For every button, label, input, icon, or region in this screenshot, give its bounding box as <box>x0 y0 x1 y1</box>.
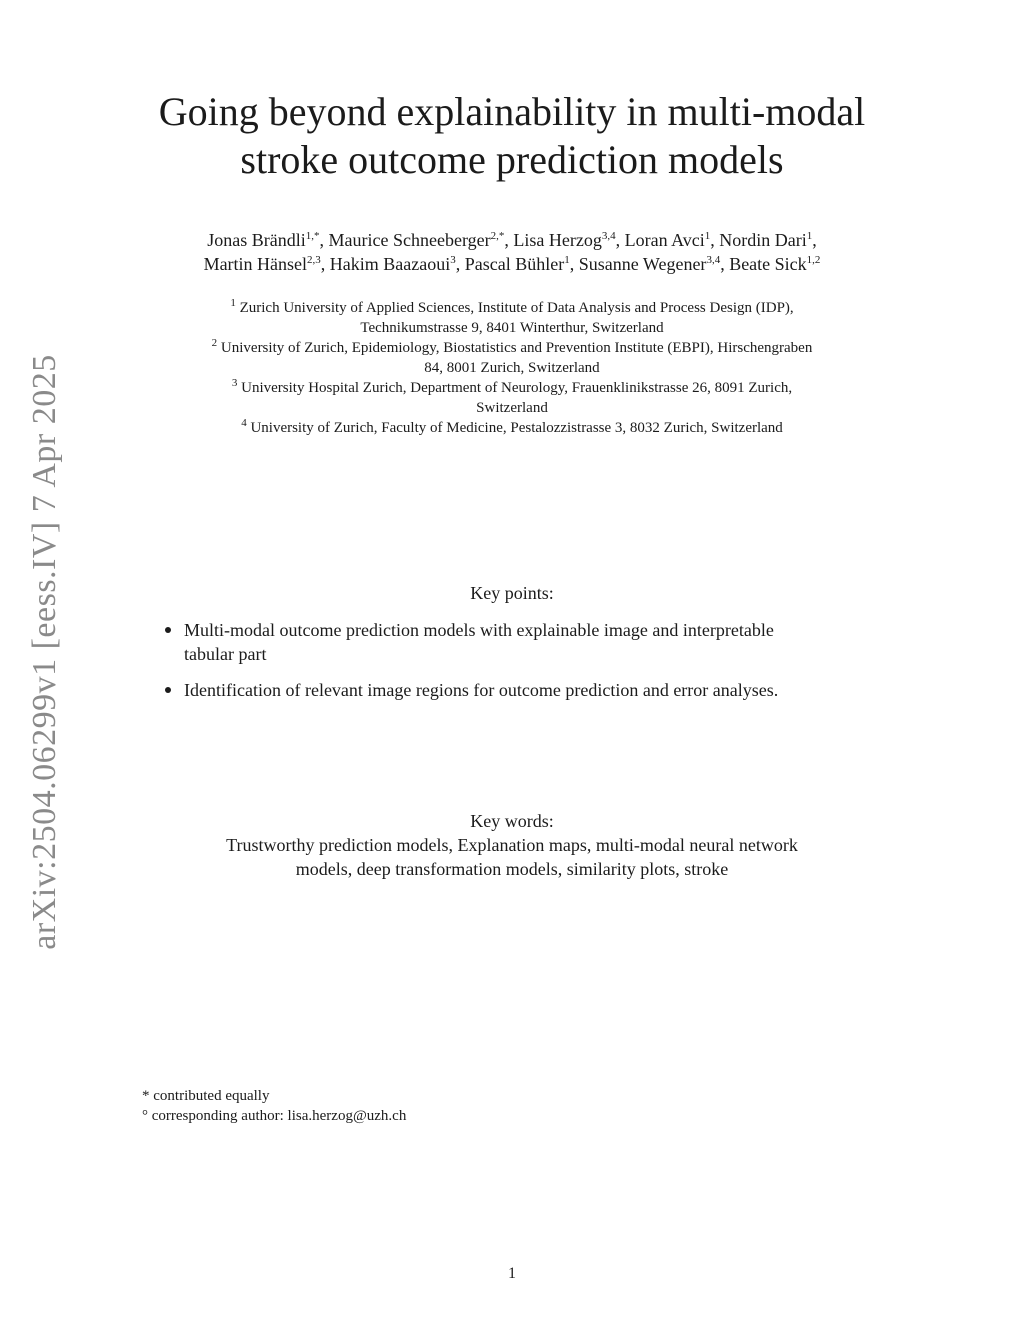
key-words-line-1: Trustworthy prediction models, Explanation maps, multi-modal neural network <box>226 835 798 855</box>
author-name: Lisa Herzog <box>513 230 602 250</box>
footnote-equal-contribution <box>142 1086 406 1106</box>
author-name: Jonas Brändli <box>207 230 306 250</box>
author-affiliation-mark: 1 <box>564 254 570 266</box>
bullet-icon <box>165 627 171 633</box>
footnote-symbol: ° <box>142 1108 148 1124</box>
affiliation-number: 1 <box>230 297 236 309</box>
author-separator: , <box>720 254 730 274</box>
author-separator: , <box>615 230 625 250</box>
author-affiliation-mark: 1 <box>806 230 813 242</box>
author-name: Maurice Schneeberger <box>328 230 491 250</box>
affiliation-text: University of Zurich, Epidemiology, Biostatistics and Prevention Institute (EBPI), Hirschengraben <box>220 340 813 356</box>
author-affiliation-mark: 2,* <box>490 230 505 242</box>
author-line-1 <box>100 228 924 252</box>
key-words-line-2: models, deep transformation models, similarity plots, stroke <box>295 859 729 879</box>
author-affiliation-mark: 1,* <box>305 230 320 242</box>
paper-title <box>112 88 912 184</box>
author-separator: , <box>504 230 514 250</box>
author-separator: , <box>455 254 465 274</box>
author-affiliation-mark: 2,3 <box>307 254 321 266</box>
bullet-icon <box>165 687 171 693</box>
affiliation-text: University of Zurich, Faculty of Medicine, Pestalozzistrasse 3, 8032 Zurich, Switzerland <box>250 420 783 436</box>
footnotes <box>142 1086 406 1126</box>
affiliation-1-line-1 <box>112 298 912 318</box>
affiliation-number: 3 <box>231 377 238 389</box>
page-number: 1 <box>508 1265 516 1282</box>
author-list <box>100 228 924 276</box>
author-name: Susanne Wegener <box>578 254 707 274</box>
author-name: Nordin Dari <box>719 230 807 250</box>
footnote-text: corresponding author: lisa.herzog@uzh.ch <box>151 1108 407 1124</box>
arxiv-identifier: arXiv:2504.06299v1 [eess.IV] 7 Apr 2025 <box>26 354 63 950</box>
key-point-text: Identification of relevant image regions for outcome prediction and error analyses. <box>184 680 779 700</box>
key-words <box>112 833 912 881</box>
title-line-2: stroke outcome prediction models <box>240 137 784 182</box>
author-affiliation-mark: 1 <box>704 230 711 242</box>
author-separator: , <box>320 254 330 274</box>
key-points-list <box>162 618 902 714</box>
author-name: Beate Sick <box>729 254 807 274</box>
affiliation-2-line-2: 84, 8001 Zurich, Switzerland <box>424 360 600 376</box>
author-affiliation-mark: 3,4 <box>601 230 616 242</box>
list-item <box>162 678 902 702</box>
affiliation-3-line-2: Switzerland <box>476 400 548 416</box>
author-separator: , <box>812 230 817 250</box>
footnote-text: contributed equally <box>153 1088 270 1104</box>
affiliation-number: 2 <box>211 337 218 349</box>
key-point-text-continued: tabular part <box>184 644 267 664</box>
author-name: Hakim Baazaoui <box>329 254 451 274</box>
author-separator: , <box>319 230 329 250</box>
title-line-1: Going beyond explainability in multi-modal <box>158 89 866 134</box>
author-name: Loran Avci <box>624 230 705 250</box>
author-affiliation-mark: 3,4 <box>706 254 721 266</box>
affiliation-text: Zurich University of Applied Sciences, Institute of Data Analysis and Process Design (IDP), <box>239 300 794 316</box>
author-line-2 <box>100 252 924 276</box>
affiliation-2-line-1 <box>112 338 912 358</box>
footnote-corresponding-author <box>142 1106 406 1126</box>
list-item <box>162 618 902 666</box>
author-name: Martin Hänsel <box>203 254 308 274</box>
author-separator: , <box>569 254 579 274</box>
affiliation-text: University Hospital Zurich, Department of Neurology, Frauenklinikstrasse 26, 8091 Zurich, <box>241 380 793 396</box>
author-separator: , <box>710 230 720 250</box>
affiliation-4-line-1 <box>112 418 912 438</box>
author-affiliation-mark: 1,2 <box>806 254 821 266</box>
affiliation-3-line-1 <box>112 378 912 398</box>
affiliation-list <box>112 298 912 438</box>
key-points-heading: Key points: <box>470 583 554 603</box>
affiliation-number: 4 <box>241 417 247 429</box>
affiliation-1-line-2: Technikumstrasse 9, 8401 Winterthur, Switzerland <box>360 320 664 336</box>
key-point-text: Multi-modal outcome prediction models with explainable image and interpretable <box>184 620 774 640</box>
key-words-heading: Key words: <box>470 811 554 831</box>
author-name: Pascal Bühler <box>464 254 565 274</box>
author-affiliation-mark: 3 <box>450 254 456 266</box>
footnote-symbol: * <box>142 1088 150 1104</box>
